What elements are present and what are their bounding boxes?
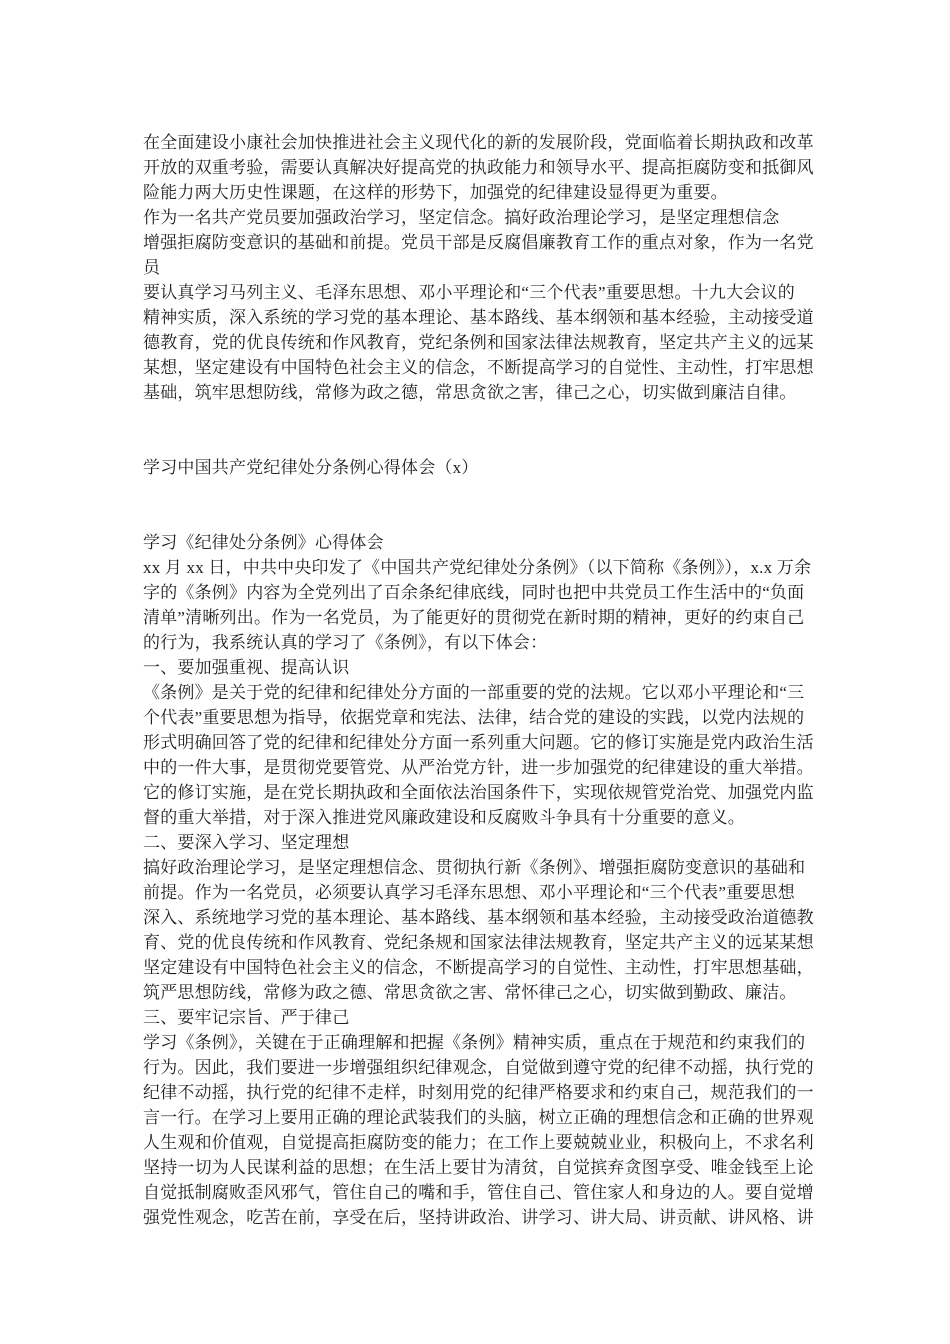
text-line: 基础，筑牢思想防线，常修为政之德，常思贪欲之害，律己之心，切实做到廉洁自律。: [143, 383, 797, 402]
text-line: 学习《条例》，关键在于正确理解和把握《条例》精神实质，重点在于规范和约束我们的: [143, 1033, 806, 1052]
text-line: 要认真学习马列主义、毛泽东思想、邓小平理论和“三个代表”重要思想。十九大会议的: [143, 283, 795, 302]
document-title: 学习中国共产党纪律处分条例心得体会（x）: [143, 458, 479, 477]
text-line: 在全面建设小康社会加快推进社会主义现代化的新的发展阶段，党面临着长期执政和改革: [143, 133, 814, 152]
text-line: 中的一件大事，是贯彻党要管党、从严治党方针，进一步加强党的纪律建设的重大举措。: [143, 758, 814, 777]
text-line: 某想，坚定建设有中国特色社会主义的信念，不断提高学习的自觉性、主动性，打牢思想: [143, 358, 814, 377]
text-line: 二、要深入学习、坚定理想: [143, 833, 350, 852]
text-line: 险能力两大历史性课题，在这样的形势下，加强党的纪律建设显得更为重要。: [143, 183, 728, 202]
text-line: 清单”清晰列出。作为一名党员，为了能更好的贯彻党在新时期的精神，更好的约束自己: [143, 608, 805, 627]
text-line: 字的《条例》内容为全党列出了百余条纪律底线，同时也把中共党员工作生活中的“负面: [143, 583, 805, 602]
intro-paragraph: [143, 130, 843, 405]
text-line: 的行为，我系统认真的学习了《条例》，有以下体会：: [143, 633, 548, 652]
text-line: 坚定建设有中国特色社会主义的信念，不断提高学习的自觉性、主动性，打牢思想基础，: [143, 958, 814, 977]
text-line: 坚持一切为人民谋利益的思想；在生活上要甘为清贫，自觉摈弃贪图享受、唯金钱至上论: [143, 1158, 814, 1177]
text-line: 员: [143, 258, 161, 277]
text-line: 自觉抵制腐败歪风邪气，管住自己的嘴和手，管住自己、管住家人和身边的人。要自觉增: [143, 1183, 814, 1202]
text-line: 督的重大举措，对于深入推进党风廉政建设和反腐败斗争具有十分重要的意义。: [143, 808, 745, 827]
document-subtitle: 学习《纪律处分条例》心得体会: [143, 533, 384, 552]
text-line: 三、要牢记宗旨、严于律己: [143, 1008, 350, 1027]
text-line: 筑严思想防线，常修为政之德、常思贪欲之害、常怀律己之心，切实做到勤政、廉洁。: [143, 983, 797, 1002]
text-line: xx 月 xx 日，中共中央印发了《中国共产党纪律处分条例》（以下简称《条例》），x.x 万余: [143, 558, 812, 577]
text-line: 形式明确回答了党的纪律和纪律处分方面一系列重大问题。它的修订实施是党内政治生活: [143, 733, 814, 752]
text-line: 深入、系统地学习党的基本理论、基本路线、基本纲领和基本经验，主动接受政治道德教: [143, 908, 814, 927]
text-line: 人生观和价值观，自觉提高拒腐防变的能力；在工作上要兢兢业业，积极向上，不求名利: [143, 1133, 814, 1152]
text-line: 搞好政治理论学习，是坚定理想信念、贯彻执行新《条例》、增强拒腐防变意识的基础和: [143, 858, 806, 877]
text-line: 德教育，党的优良传统和作风教育，党纪条例和国家法律法规教育，坚定共产主义的远某: [143, 333, 814, 352]
text-line: 它的修订实施，是在党长期执政和全面依法治国条件下，实现依规管党治党、加强党内监: [143, 783, 814, 802]
text-line: 开放的双重考验，需要认真解决好提高党的执政能力和领导水平、提高拒腐防变和抵御风: [143, 158, 814, 177]
text-line: 一、要加强重视、提高认识: [143, 658, 350, 677]
text-line: 纪律不动摇，执行党的纪律不走样，时刻用党的纪律严格要求和约束自己，规范我们的一: [143, 1083, 814, 1102]
text-line: 增强拒腐防变意识的基础和前提。党员干部是反腐倡廉教育工作的重点对象，作为一名党: [143, 233, 814, 252]
text-line: 作为一名共产党员要加强政治学习，坚定信念。搞好政治理论学习，是坚定理想信念: [143, 208, 780, 227]
text-line: 个代表”重要思想为指导，依据党章和宪法、法律，结合党的建设的实践，以党内法规的: [143, 708, 805, 727]
text-line: 《条例》是关于党的纪律和纪律处分方面的一部重要的党的法规。它以邓小平理论和“三: [143, 683, 805, 702]
text-line: 前提。作为一名党员，必须要认真学习毛泽东思想、邓小平理论和“三个代表”重要思想: [143, 883, 795, 902]
text-line: 精神实质，深入系统的学习党的基本理论、基本路线、基本纲领和基本经验，主动接受道: [143, 308, 814, 327]
text-line: 行为。因此，我们要进一步增强组织纪律观念，自觉做到遵守党的纪律不动摇，执行党的: [143, 1058, 814, 1077]
text-line: 育、党的优良传统和作风教育、党纪条规和国家法律法规教育，坚定共产主义的远某某想: [143, 933, 814, 952]
body-paragraphs: [143, 555, 843, 1230]
text-line: 强党性观念，吃苦在前，享受在后，坚持讲政治、讲学习、讲大局、讲贡献、讲风格、讲: [143, 1208, 814, 1227]
text-line: 言一行。在学习上要用正确的理论武装我们的头脑，树立正确的理想信念和正确的世界观: [143, 1108, 814, 1127]
